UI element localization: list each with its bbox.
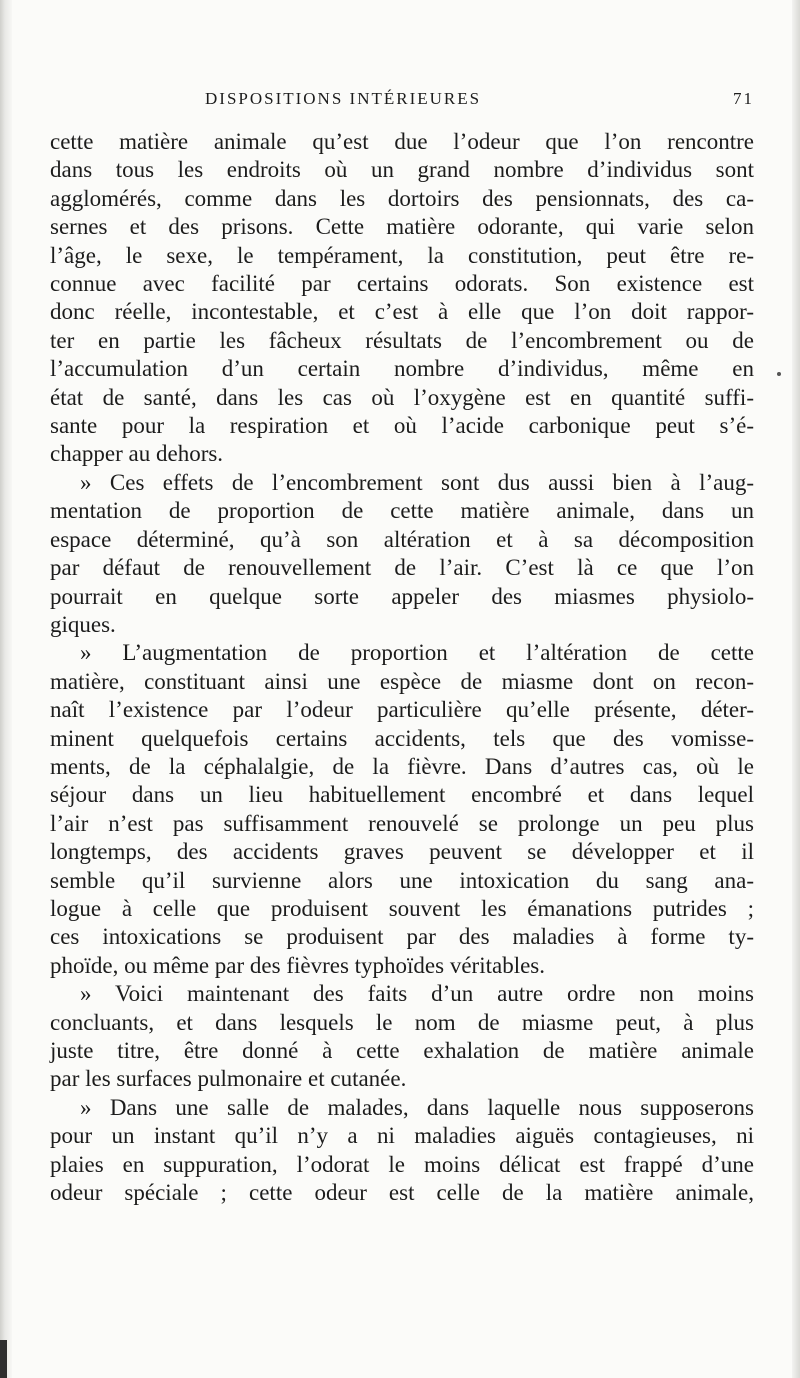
text-line: ces intoxications se produisent par des maladies à forme ty- bbox=[50, 924, 754, 950]
text-line: plaies en suppuration, l’odorat le moins délicat est frappé d’une bbox=[50, 1151, 754, 1177]
text-line: » L’augmentation de proportion et l’altération de cette bbox=[80, 640, 754, 666]
text-line: ments, de la céphalalgie, de la fièvre. Dans d’autres cas, où le bbox=[50, 753, 754, 779]
body-text bbox=[50, 128, 754, 1207]
text-line: concluants, et dans lesquels le nom de miasme peut, à plus bbox=[50, 1009, 754, 1035]
text-line: état de santé, dans les cas où l’oxygène est en quantité suffi- bbox=[50, 384, 754, 410]
text-line: longtemps, des accidents graves peuvent se développer et il bbox=[50, 839, 754, 865]
text-line: pour un instant qu’il n’y a ni maladies aiguës contagieuses, ni bbox=[50, 1123, 754, 1149]
text-line: cette matière animale qu’est due l’odeur que l’on rencontre bbox=[50, 129, 754, 154]
text-line: ter en partie les fâcheux résultats de l’encombrement ou de bbox=[50, 327, 754, 353]
page-number: 71 bbox=[733, 89, 754, 108]
margin-speck bbox=[777, 372, 781, 376]
text-line: giques. bbox=[50, 611, 116, 637]
text-line: par les surfaces pulmonaire et cutanée. bbox=[50, 1066, 407, 1092]
text-line: dans tous les endroits où un grand nombre d’individus sont bbox=[50, 157, 754, 183]
text-line: mentation de proportion de cette matière animale, dans un bbox=[50, 498, 754, 524]
text-line: espace déterminé, qu’à son altération et à sa décomposition bbox=[50, 526, 754, 552]
text-line: par défaut de renouvellement de l’air. C’est là ce que l’on bbox=[50, 555, 754, 581]
text-line: » Ces effets de l’encombrement sont dus aussi bien à l’aug- bbox=[80, 469, 754, 495]
text-line: l’âge, le sexe, le tempérament, la constitution, peut être re- bbox=[50, 242, 754, 268]
text-line: sernes et des prisons. Cette matière odorante, qui varie selon bbox=[50, 214, 754, 240]
text-line: matière, constituant ainsi une espèce de miasme dont on recon- bbox=[50, 668, 754, 694]
text-line: » Dans une salle de malades, dans laquelle nous supposerons bbox=[80, 1094, 754, 1120]
text-line: naît l’existence par l’odeur particulière qu’elle présente, déter- bbox=[50, 697, 754, 723]
text-line: l’air n’est pas suffisamment renouvelé se prolonge un peu plus bbox=[50, 810, 754, 836]
text-line: sante pour la respiration et où l’acide carbonique peut s’é- bbox=[50, 413, 754, 439]
text-line: minent quelquefois certains accidents, tels que des vomisse- bbox=[50, 725, 754, 751]
text-line: donc réelle, incontestable, et c’est à elle que l’on doit rappor- bbox=[50, 299, 754, 325]
text-line: logue à celle que produisent souvent les émanations putrides ; bbox=[50, 895, 754, 921]
page-gutter-shadow bbox=[0, 0, 12, 1378]
text-line: semble qu’il survienne alors une intoxication du sang ana- bbox=[50, 867, 754, 893]
text-line: pourrait en quelque sorte appeler des miasmes physiolo- bbox=[50, 583, 754, 609]
text-line: chapper au dehors. bbox=[50, 441, 224, 467]
text-line: connue avec facilité par certains odorats. Son existence est bbox=[50, 271, 754, 297]
text-line: l’accumulation d’un certain nombre d’individus, même en bbox=[50, 356, 754, 382]
text-line: odeur spéciale ; cette odeur est celle de la matière animale, bbox=[50, 1180, 754, 1206]
running-title: DISPOSITIONS INTÉRIEURES bbox=[205, 89, 482, 108]
text-line: agglomérés, comme dans les dortoirs des pensionnats, des ca- bbox=[50, 185, 754, 211]
text-line: séjour dans un lieu habituellement encombré et dans lequel bbox=[50, 782, 754, 808]
text-line: phoïde, ou même par des fièvres typhoïdes véritables. bbox=[50, 952, 545, 978]
binding-edge bbox=[0, 1340, 7, 1378]
text-line: » Voici maintenant des faits d’un autre ordre non moins bbox=[80, 981, 754, 1007]
page-edge-shadow bbox=[792, 0, 800, 1378]
running-header bbox=[50, 89, 754, 117]
text-line: juste titre, être donné à cette exhalation de matière animale bbox=[50, 1038, 754, 1063]
